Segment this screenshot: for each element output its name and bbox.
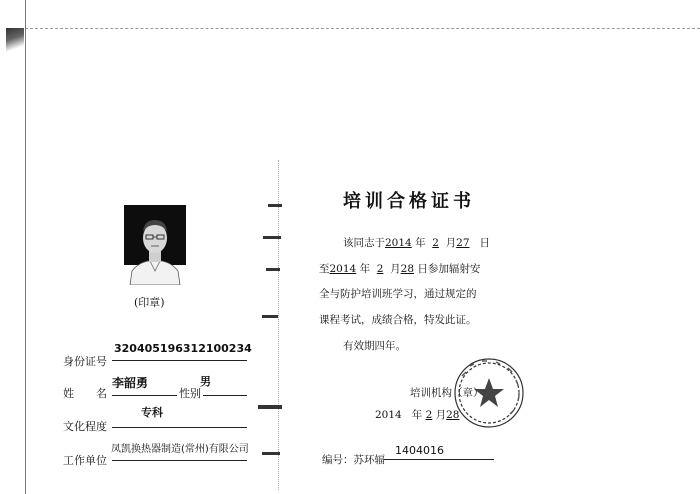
education-underline: [112, 427, 247, 428]
gender-label: 性别: [179, 387, 201, 400]
issue-year: 2014: [375, 409, 402, 421]
scan-smudge: [258, 405, 282, 409]
issue-month: 2: [425, 409, 433, 421]
scan-smudge: [263, 236, 281, 239]
issue-year-char: 年: [411, 409, 423, 421]
scan-smudge: [266, 268, 280, 271]
issue-day: 28: [446, 409, 460, 421]
line2-suffix: 日参加辐射安: [417, 263, 481, 275]
issue-date: [375, 407, 460, 422]
name-label: 姓 名: [63, 387, 107, 400]
certificate-line-1: [343, 235, 490, 250]
name-underline: [112, 395, 177, 396]
scan-smudge: [262, 452, 280, 455]
certificate-number-value: 1404016: [395, 444, 444, 457]
gender-value: 男: [200, 375, 211, 388]
year-char-2: 年: [359, 263, 371, 275]
gender-underline: [203, 395, 247, 396]
issuer-label: 培训机构（章）: [410, 387, 484, 399]
id-number-label: 身份证号: [63, 355, 107, 368]
line1-prefix: 该同志于: [343, 237, 385, 249]
education-value: 专科: [141, 406, 163, 419]
end-day: 28: [400, 263, 415, 275]
scan-left-edge: [25, 0, 26, 494]
scan-smudge: [268, 204, 282, 207]
photo-seal-caption: (印章): [134, 296, 165, 309]
education-label: 文化程度: [63, 420, 107, 433]
line2-prefix: 至: [319, 263, 330, 275]
day-char: 日: [479, 237, 491, 249]
certificate-line-3: 全与防护培训班学习，通过规定的: [319, 288, 477, 300]
certificate-line-2: [319, 261, 480, 276]
scan-top-edge: [25, 28, 700, 29]
scan-corner-mark: [6, 28, 24, 54]
start-month: 2: [432, 237, 439, 249]
fold-line: [278, 160, 279, 490]
name-value: 李韶勇: [112, 376, 149, 390]
month-char: 月: [445, 237, 457, 249]
employer-label: 工作单位: [63, 454, 107, 467]
certificate-title: 培训合格证书: [343, 191, 475, 212]
id-number-value: 320405196312100234: [114, 342, 252, 355]
employer-underline: [112, 460, 247, 461]
id-photo: [124, 205, 186, 285]
end-month: 2: [376, 263, 384, 275]
issue-month-char: 月: [435, 409, 447, 421]
certificate-number-underline: [384, 459, 494, 460]
scan-smudge: [262, 315, 278, 318]
certificate-line-4: 课程考试，成绩合格，特发此证。: [319, 314, 477, 326]
certificate-validity: 有效期四年。: [343, 340, 406, 352]
employer-value: 凤凯换热器制造(常州)有限公司: [111, 444, 249, 455]
month-char-2: 月: [390, 263, 401, 275]
start-day: 27: [456, 237, 470, 249]
certificate-number-label: 编号：苏环辐: [322, 454, 385, 466]
id-number-underline: [112, 360, 247, 361]
year-char: 年: [415, 237, 426, 249]
end-year: 2014: [329, 263, 357, 275]
start-year: 2014: [385, 237, 412, 249]
